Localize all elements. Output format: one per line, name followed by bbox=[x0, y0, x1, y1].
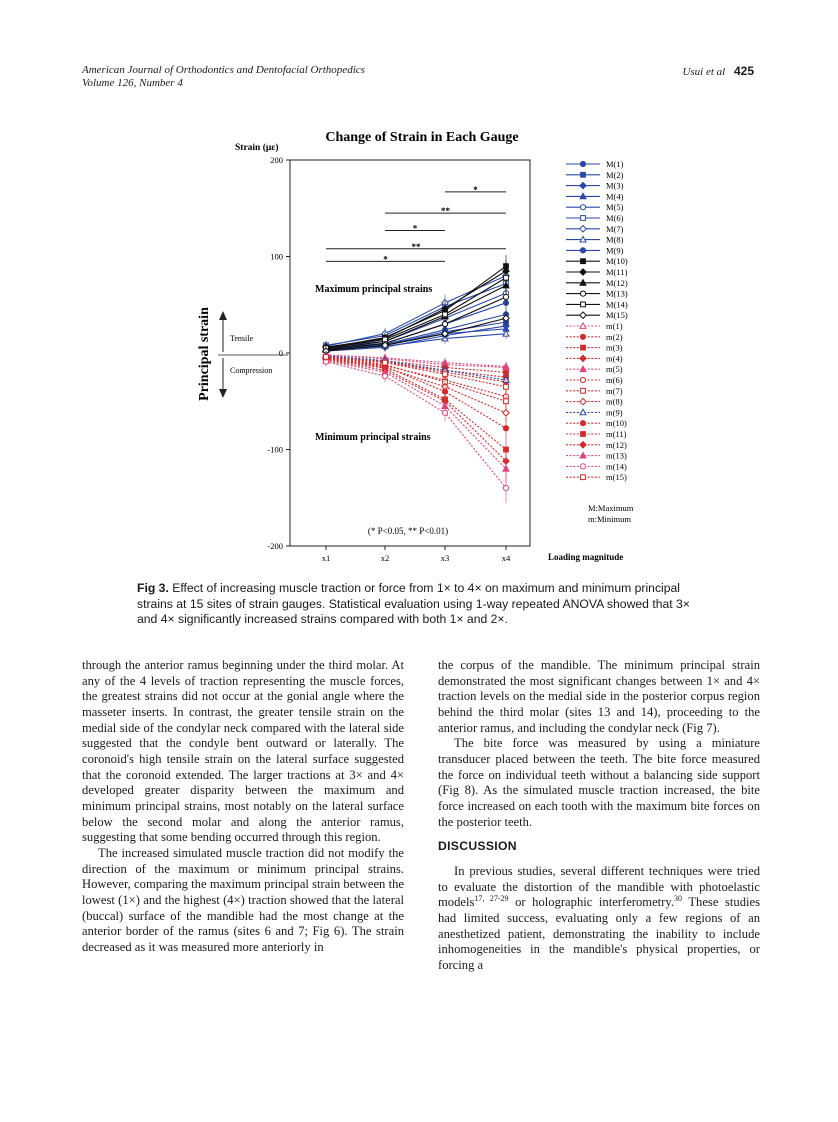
x-tick-label: x3 bbox=[440, 553, 450, 563]
legend-entry bbox=[566, 245, 624, 255]
legend-entry bbox=[566, 202, 624, 212]
legend-label: M(8) bbox=[606, 234, 624, 245]
legend-label: M(9) bbox=[606, 245, 624, 256]
figure-caption bbox=[137, 581, 707, 628]
running-header-right bbox=[682, 64, 754, 78]
legend-entry bbox=[566, 170, 624, 180]
x-tick-label: x2 bbox=[380, 553, 390, 563]
journal-title: American Journal of Orthodontics and Dentofacial Orthopedics bbox=[82, 64, 365, 76]
significance-bars bbox=[326, 185, 506, 264]
legend-swatch-marker bbox=[580, 226, 586, 232]
section-heading-discussion: DISCUSSION bbox=[438, 839, 517, 854]
legend-entry bbox=[566, 289, 628, 299]
legend-entry bbox=[566, 224, 624, 234]
author-name: Usui et al bbox=[682, 66, 726, 78]
compression-arrow-head bbox=[219, 389, 227, 398]
strain-chart bbox=[180, 122, 680, 570]
data-point bbox=[503, 410, 509, 416]
legend-label: m(14) bbox=[606, 461, 627, 472]
data-point bbox=[503, 486, 508, 491]
text-run: In previous studies, several different techniques were tried to evaluate the distortion of the mandible with photoelastic models bbox=[438, 863, 760, 910]
legend-label: M(2) bbox=[606, 169, 624, 180]
chart-title: Change of Strain in Each Gauge bbox=[325, 130, 519, 145]
min-strains-label: Minimum principal strains bbox=[315, 432, 431, 443]
legend-label: M(1) bbox=[606, 159, 624, 169]
significance-mark: * bbox=[473, 184, 478, 195]
y-axis bbox=[267, 155, 290, 551]
legend-entry bbox=[566, 235, 624, 245]
running-header-journal bbox=[82, 64, 365, 90]
legend-swatch-marker bbox=[580, 421, 585, 426]
data-point bbox=[443, 372, 448, 377]
reference-citation: 17, 27-29 bbox=[474, 894, 509, 903]
significance-mark: * bbox=[412, 223, 418, 234]
chart-ylabel-side: Principal strain bbox=[197, 307, 212, 401]
legend-entry bbox=[566, 267, 628, 277]
legend-swatch-marker bbox=[580, 269, 586, 275]
series-line bbox=[326, 362, 506, 488]
legend-swatch-marker bbox=[580, 291, 585, 296]
compression-label: Compression bbox=[230, 366, 273, 375]
legend-swatch-marker bbox=[581, 259, 586, 264]
significance-note: (* P<0.05, ** P<0.01) bbox=[367, 526, 449, 536]
series-line bbox=[326, 360, 506, 461]
legend-swatch-marker bbox=[580, 248, 585, 253]
legend-swatch-marker bbox=[580, 205, 585, 210]
legend-label: m(5) bbox=[606, 364, 623, 375]
legend-label: m(12) bbox=[606, 439, 627, 450]
legend-entry bbox=[566, 191, 624, 201]
legend-label: m(8) bbox=[606, 396, 623, 407]
significance-mark: ** bbox=[411, 241, 421, 252]
legend-swatch-marker bbox=[581, 216, 586, 221]
legend-entry bbox=[566, 278, 628, 288]
legend-label: M(14) bbox=[606, 299, 628, 310]
chart-ylabel-top: Strain (με) bbox=[235, 143, 279, 153]
legend-entry bbox=[566, 397, 623, 407]
legend-entry bbox=[566, 451, 627, 461]
legend-entry bbox=[566, 181, 624, 191]
legend-label: M(15) bbox=[606, 310, 628, 321]
legend-label: m(3) bbox=[606, 342, 623, 353]
legend-label: m(4) bbox=[606, 353, 623, 364]
y-tick-label: 0 bbox=[278, 348, 283, 358]
legend-label: m(1) bbox=[606, 321, 623, 331]
legend-entry bbox=[566, 343, 623, 353]
caption-text: Effect of increasing muscle traction or force from 1× to 4× on maximum and minimum principal strains at 15 sites of strain gauges. Statistical evaluation using 1-way repeated ANOVA showed that 3× and 4× significantly increased strains compared with both 1× and 2×. bbox=[137, 581, 690, 626]
legend-entry bbox=[566, 440, 627, 450]
data-point bbox=[503, 294, 508, 299]
legend-label: M(5) bbox=[606, 202, 624, 213]
legend-label: M(6) bbox=[606, 213, 624, 223]
tensile-label: Tensile bbox=[230, 334, 253, 343]
max-strains-label: Maximum principal strains bbox=[315, 284, 433, 295]
legend-label: M(11) bbox=[606, 267, 628, 277]
legend-entry bbox=[566, 353, 623, 363]
caption-label: Fig 3. bbox=[137, 581, 169, 595]
legend-swatch-marker bbox=[580, 377, 585, 382]
paragraph: The bite force was measured by using a miniature transducer placed between the teeth. The bite force measured the force on individual teeth without a balancing side support (Fig 8). As the simulated muscle traction increased, the bite force increased on each tooth with the maximum bite forces on the posterior teeth. bbox=[438, 736, 760, 829]
text-column-right bbox=[438, 658, 760, 973]
paragraph-discussion bbox=[438, 864, 760, 974]
legend-swatch-marker bbox=[580, 312, 586, 318]
page-number: 425 bbox=[733, 64, 754, 78]
legend-entry bbox=[566, 429, 627, 439]
legend-entry bbox=[566, 321, 623, 331]
legend-entry bbox=[566, 407, 623, 417]
legend-note-min: m:Minimum bbox=[588, 514, 631, 524]
legend-entry bbox=[566, 386, 623, 396]
legend-label: M(3) bbox=[606, 180, 624, 191]
text-run: These studies had limited success, evaluating only a few regions of an anesthetized patient, demonstrating the inability to include inhomogeneities in the mandible's physical properties, or forcing a bbox=[438, 895, 760, 972]
legend-note-max: M:Maximum bbox=[588, 503, 634, 513]
legend-entry bbox=[566, 375, 623, 385]
legend-label: M(7) bbox=[606, 223, 624, 234]
legend-swatch-marker bbox=[581, 302, 586, 307]
x-tick-label: x4 bbox=[501, 553, 511, 563]
legend-swatch-marker bbox=[580, 182, 586, 188]
text-column-left bbox=[82, 658, 404, 955]
legend-label: M(13) bbox=[606, 288, 628, 299]
paragraph: The increased simulated muscle traction did not modify the direction of the maximum or minimum principal strains. However, comparing the maximum principal strain between the lowest (1×) and the highest (4×) traction showed that the lateral (buccal) surface of the mandible had the most change at the anterior border of the ramus (sites 6 and 7; Fig 6). The strain decreased as it was measured more anteriorly in bbox=[82, 845, 404, 954]
legend-label: m(13) bbox=[606, 450, 627, 461]
y-tick-label: 200 bbox=[270, 155, 283, 165]
legend-label: m(15) bbox=[606, 472, 627, 483]
legend-label: m(11) bbox=[606, 429, 627, 439]
legend-label: M(4) bbox=[606, 191, 624, 202]
legend-swatch-marker bbox=[581, 388, 586, 393]
legend-swatch-marker bbox=[581, 475, 586, 480]
series-line bbox=[326, 358, 506, 397]
data-point bbox=[382, 374, 387, 379]
data-point bbox=[324, 354, 329, 359]
legend-swatch-marker bbox=[580, 464, 585, 469]
legend-swatch-marker bbox=[580, 355, 586, 361]
tensile-arrow-head bbox=[219, 311, 227, 320]
paragraph: through the anterior ramus beginning under the third molar. At any of the 4 levels of traction representing the muscle forces, the greatest strains did not occur at the gonial angle where the masseter inserts. In contrast, the greater tensile strain on the medial side of the condylar neck compared with the lateral side suggested that the condyle bent outward or laterally. The coronoid's high tensile strain on the lateral surface suggested that the coronoid extended. The larger tractions at 3× and 4× developed greater disparity between the maximum and minimum principal strains, most notably on the lateral surface below the second molar and along the anterior ramus, suggesting that some bending occurred through this region. bbox=[82, 658, 404, 845]
legend-swatch-marker bbox=[581, 172, 586, 177]
legend-label: M(10) bbox=[606, 256, 628, 267]
series-line bbox=[326, 361, 506, 469]
series-m14 bbox=[323, 357, 508, 503]
legend-swatch-marker bbox=[581, 432, 586, 437]
text-run: or holographic interferometry. bbox=[508, 895, 674, 910]
legend-label: m(2) bbox=[606, 331, 623, 342]
data-point bbox=[383, 360, 388, 365]
legend-entry bbox=[566, 256, 628, 266]
data-point bbox=[443, 312, 448, 317]
paragraph: the corpus of the mandible. The minimum principal strain demonstrated the most significant changes between 1× and 4× traction levels on the medial side in the posterior corpus region behind the third molar (sites 13 and 14), proceeding to the anterior ramus, and including the condylar neck (Fig 7). bbox=[438, 658, 760, 735]
reference-citation: 30 bbox=[673, 894, 682, 903]
journal-volume: Volume 126, Number 4 bbox=[82, 77, 183, 89]
legend-entry bbox=[566, 332, 623, 342]
x-axis-title: Loading magnitude bbox=[548, 552, 624, 562]
y-tick-label: 100 bbox=[270, 251, 283, 262]
legend-entry bbox=[566, 213, 624, 223]
legend-entry bbox=[566, 299, 628, 309]
x-axis bbox=[322, 546, 511, 563]
legend-label: M(12) bbox=[606, 277, 628, 288]
significance-mark: * bbox=[383, 254, 388, 265]
data-point bbox=[504, 399, 509, 404]
legend-entry bbox=[566, 364, 623, 374]
legend-entry bbox=[566, 310, 628, 320]
series-m13 bbox=[323, 356, 509, 482]
legend-entry bbox=[566, 472, 627, 482]
data-point bbox=[504, 384, 509, 389]
data-point bbox=[503, 426, 508, 431]
series-line bbox=[326, 355, 506, 367]
legend-swatch-marker bbox=[580, 442, 586, 448]
legend-label: m(10) bbox=[606, 418, 627, 429]
legend-label: m(7) bbox=[606, 385, 623, 396]
data-point bbox=[442, 410, 447, 415]
legend-entry bbox=[566, 418, 627, 428]
y-tick-label: -100 bbox=[267, 444, 283, 455]
legend-swatch-marker bbox=[581, 345, 586, 350]
legend-entry bbox=[566, 159, 624, 169]
legend-swatch-marker bbox=[580, 334, 585, 339]
significance-mark: ** bbox=[441, 206, 450, 217]
x-tick-label: x1 bbox=[321, 553, 331, 563]
legend-entry bbox=[566, 461, 627, 471]
data-point bbox=[504, 275, 509, 280]
legend-swatch-marker bbox=[580, 398, 586, 404]
legend bbox=[566, 159, 628, 482]
legend-label: m(6) bbox=[606, 375, 623, 385]
y-tick-label: -200 bbox=[267, 541, 283, 551]
series-line bbox=[326, 357, 506, 401]
tensile-compression-indicator bbox=[218, 311, 288, 398]
legend-label: m(9) bbox=[606, 407, 623, 418]
legend-swatch-marker bbox=[580, 161, 585, 166]
data-point bbox=[442, 321, 447, 326]
